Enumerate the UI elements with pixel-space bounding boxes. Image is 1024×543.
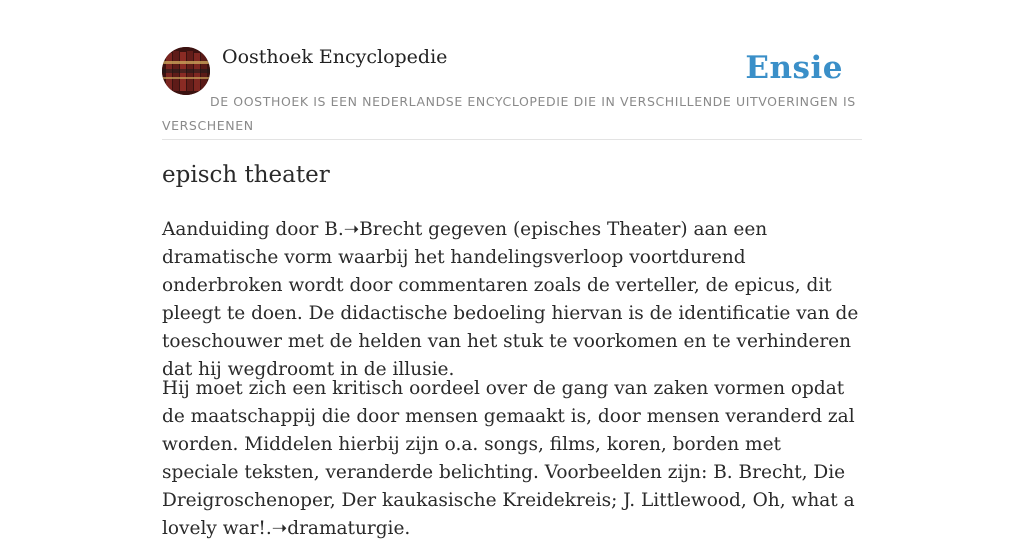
ensie-logo[interactable]: Ensie <box>745 50 843 86</box>
article-title: episch theater <box>162 162 330 188</box>
article-paragraph: Aanduiding door B.➝Brecht gegeven (episches Theater) aan een dramatische vorm waarbij het handelingsverloop voortdurend onderbroken wordt door commentaren zoals de verteller, de epicus, dit pleegt te doen. De didactische bedoeling hiervan is de identificatie van de toeschouwer met de helden van het stuk te voorkomen en te verhinderen dat hij wegdroomt in de illusie. <box>162 219 859 380</box>
article-paragraph: Hij moet zich een kritisch oordeel over de gang van zaken vormen opdat de maatschappij die door mensen gemaakt is, door mensen veranderd zal worden. Middelen hierbij zijn o.a. songs, films, koren, borden met speciale teksten, veranderde belichting. Voorbeelden zijn: B. Brecht, Die Dreigroschenoper, Der kaukasische Kreidekreis; J. Littlewood, Oh, what a lovely war!.➝dramaturgie. <box>162 378 855 539</box>
encyclopedia-books-icon[interactable] <box>162 47 210 95</box>
site-tagline: DE OOSTHOEK IS EEN NEDERLANDSE ENCYCLOPEDIE DIE IN VERSCHILLENDE UITVOERINGEN IS VERSCHENEN <box>162 94 856 133</box>
site-name-link[interactable]: Oosthoek Encyclopedie <box>222 46 448 68</box>
header-divider <box>162 139 862 140</box>
